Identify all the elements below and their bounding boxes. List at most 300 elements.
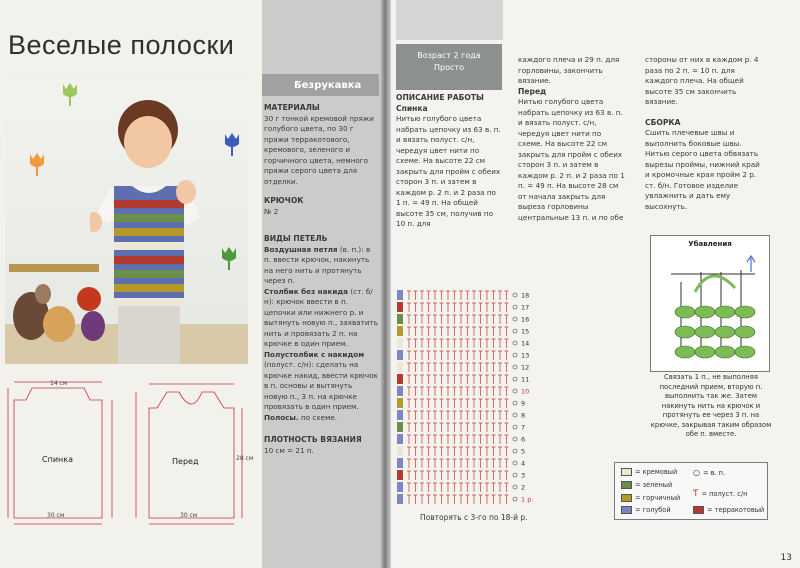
dim-label: 14 см: [50, 380, 68, 387]
stitch-symbol: [485, 423, 489, 432]
chain-stitch-symbol: [513, 305, 517, 309]
stitch-symbol: [440, 471, 444, 480]
stitch-text: (в. п.): в п. ввести крючок, накинуть на него нить и протянуть через п.: [264, 244, 371, 285]
front-text: Нитью голубого цвета набрать цепочку из 63 в. п. и вязать полуст. с/н, чередуя цвет нити по схеме. На высоте 22 см закрыть для пройм с обеих сторон 3 п. и затем в каждом р. 2 п. и 2 раза по 1 п. = 49 п. На высоте 28 см от начала закрыть для выреза горловины центральные 13 п. и по обе: [518, 97, 625, 222]
stitch-symbol: [446, 411, 450, 420]
stitch-symbol: [453, 471, 457, 480]
stitch-symbol: [440, 495, 444, 504]
half-double-symbol-icon: Ƭ: [693, 489, 699, 499]
legend-item: [693, 468, 725, 477]
stitch-symbol: [472, 315, 476, 324]
swatch-blue: [621, 506, 632, 514]
stitch-symbol: [472, 471, 476, 480]
stitch-symbol: [440, 459, 444, 468]
stitch-symbol: [498, 459, 502, 468]
stitch-symbol: [427, 291, 431, 300]
stitch-symbol: [446, 387, 450, 396]
swatch-mustard: [621, 494, 632, 502]
stitch-symbol: [479, 411, 483, 420]
stitch-symbol: [472, 483, 476, 492]
stitch-symbol: [446, 327, 450, 336]
stitch-symbol: [459, 327, 463, 336]
chain-stitch-symbol: [513, 353, 517, 357]
row-color-marker: [397, 434, 403, 444]
row-color-marker: [397, 350, 403, 360]
stitch-symbol: [420, 303, 424, 312]
stitch-symbol: [414, 495, 418, 504]
stitch-symbol: [498, 423, 502, 432]
stitch-symbol: [440, 363, 444, 372]
stitch-symbol: [466, 303, 470, 312]
stitch-name: Полосы.: [264, 412, 299, 422]
work-heading: ОПИСАНИЕ РАБОТЫ: [396, 93, 484, 102]
density-text: 10 см = 21 п.: [264, 445, 314, 455]
stitch-symbol: [492, 447, 496, 456]
legend-item: [621, 506, 671, 514]
stitch-symbol: [459, 339, 463, 348]
chain-stitch-symbol: [513, 461, 517, 465]
stitch-symbol: [498, 339, 502, 348]
stitch-symbol: [505, 447, 509, 456]
stitch-symbol: [433, 363, 437, 372]
row-number-label: 6: [521, 435, 526, 444]
stitch-symbol: [453, 447, 457, 456]
row-color-marker: [397, 290, 403, 300]
stitch-symbol: [505, 303, 509, 312]
stitch-symbol: [446, 291, 450, 300]
stitch-symbol: [498, 495, 502, 504]
chain-stitch-symbol: [513, 425, 517, 429]
stitch-symbol: [446, 375, 450, 384]
chain-stitch-symbol: [513, 389, 517, 393]
stitch-symbol: [472, 459, 476, 468]
chain-stitch-symbol: [513, 413, 517, 417]
age-box: [396, 44, 502, 90]
stitch-symbol: [427, 435, 431, 444]
stitch-symbol: [466, 291, 470, 300]
stitch-symbol: [446, 483, 450, 492]
stitch-symbol: [498, 471, 502, 480]
legend-item: [621, 494, 680, 502]
stitch-symbol: [440, 303, 444, 312]
stitch-symbol: [459, 315, 463, 324]
stitch-symbol: [433, 423, 437, 432]
stitch-symbol: [427, 327, 431, 336]
stitch-symbol: [420, 327, 424, 336]
stripe-chart-svg: [396, 287, 546, 509]
stitch-symbol: [466, 363, 470, 372]
stitch-symbol: [472, 351, 476, 360]
stitch-symbol: [479, 339, 483, 348]
stitch-symbol: [446, 339, 450, 348]
stitch-symbol: [466, 327, 470, 336]
stitch-symbol: [453, 459, 457, 468]
hook-block: [264, 196, 378, 217]
stitch-symbol: [414, 327, 418, 336]
row-number-label: 1 р.: [521, 495, 534, 504]
chain-stitch-symbol: [513, 449, 517, 453]
legend-item: [621, 468, 677, 476]
stitch-symbol: [505, 351, 509, 360]
stitch-symbol: [505, 375, 509, 384]
stitch-symbol: [420, 375, 424, 384]
density-heading: ПЛОТНОСТЬ ВЯЗАНИЯ: [264, 435, 362, 444]
swatch-terracotta: [693, 506, 704, 514]
stitch-symbol: [420, 291, 424, 300]
diagram-description: Связать 1 п., не выполняя последний прием, вторую п. выполнить так же. Затем накинуть нить на крючок и протянуть ее через 3 п. на крючке, закрывая таким образом обе п. вместе.: [650, 373, 772, 438]
stitch-symbol: [498, 387, 502, 396]
stitch-symbol: [420, 435, 424, 444]
stitch-symbol: [427, 375, 431, 384]
stitch-symbol: [492, 375, 496, 384]
stitch-symbol: [459, 459, 463, 468]
row-color-marker: [397, 338, 403, 348]
stitch-symbol: [466, 459, 470, 468]
stitch-symbol: [505, 291, 509, 300]
tulip-icon: [61, 82, 79, 108]
stitch-symbol: [427, 447, 431, 456]
stitch-symbol: [446, 423, 450, 432]
stitch-symbol: [492, 459, 496, 468]
stitch-symbol: [420, 351, 424, 360]
stitch-symbol: [498, 435, 502, 444]
stitch-symbol: [485, 303, 489, 312]
stitch-symbol: [433, 411, 437, 420]
stitch-symbol: [440, 435, 444, 444]
stitch-symbol: [453, 315, 457, 324]
header-band: [396, 0, 503, 40]
stitch-symbol: [414, 363, 418, 372]
stitch-symbol: [427, 423, 431, 432]
materials-heading: МАТЕРИАЛЫ: [264, 103, 320, 112]
stitch-symbol: [446, 303, 450, 312]
stitch-symbol: [498, 327, 502, 336]
row-number-label: 17: [521, 303, 530, 312]
stitch-symbol: [459, 423, 463, 432]
stitch-symbol: [466, 423, 470, 432]
stitch-symbol: [407, 375, 411, 384]
assembly-text: Сшить плечевые швы и выполнить боковые швы. Нитью серого цвета обвязать вырезы проймы, нижний край и кромочные края пройм 2 р. ст. б/н. Готовое изделие увлажнить и дать ему высохнуть.: [645, 128, 760, 211]
row-color-marker: [397, 446, 403, 456]
stitch-symbol: [492, 303, 496, 312]
stitch-symbol: [485, 315, 489, 324]
stitch-symbol: [414, 411, 418, 420]
row-number-label: 12: [521, 363, 530, 372]
chain-stitch-symbol: [513, 497, 517, 501]
stitch-symbol: [466, 339, 470, 348]
stitch-symbol: [427, 399, 431, 408]
stitch-symbol: [433, 303, 437, 312]
stitch-symbol: [459, 411, 463, 420]
tulip-icon: [223, 132, 241, 158]
stitch-symbol: [446, 351, 450, 360]
row-color-marker: [397, 482, 403, 492]
chain-stitch-symbol: [513, 293, 517, 297]
density-block: [264, 435, 378, 456]
row-number-label: 5: [521, 447, 526, 456]
stitch-symbol: [492, 495, 496, 504]
stitch-symbol: [453, 411, 457, 420]
stitch-symbol: [433, 291, 437, 300]
stitch-symbol: [479, 363, 483, 372]
stitch-symbol: [453, 327, 457, 336]
stitch-symbol: [420, 495, 424, 504]
stitch-symbol: [414, 459, 418, 468]
stitch-symbol: [459, 351, 463, 360]
stitch-symbol: [485, 351, 489, 360]
stitch-symbol: [414, 291, 418, 300]
row-color-marker: [397, 362, 403, 372]
stitch-symbol: [420, 447, 424, 456]
stitch-symbol: [453, 387, 457, 396]
stitch-symbol: [485, 387, 489, 396]
stitch-symbol: [459, 291, 463, 300]
stitch-symbol: [485, 339, 489, 348]
stitch-symbol: [479, 459, 483, 468]
stitch-symbol: [505, 339, 509, 348]
stitch-symbol: [427, 339, 431, 348]
stitch-symbol: [492, 399, 496, 408]
stitch-symbol: [420, 411, 424, 420]
stitch-symbol: [459, 363, 463, 372]
stitch-symbol: [440, 411, 444, 420]
stitch-symbol: [505, 387, 509, 396]
stitch-symbol: [433, 483, 437, 492]
stitch-symbol: [459, 387, 463, 396]
row-number-label: 11: [521, 375, 530, 384]
stitch-symbol: [446, 435, 450, 444]
stitch-symbol: [427, 387, 431, 396]
row-color-marker: [397, 326, 403, 336]
stitch-text: (ст. б/н): крючок ввести в п. цепочки или нижнего р. и вытянуть новую п., захватить нить и провязать 2 п. на крючке в один прием.: [264, 286, 378, 348]
stitch-symbol: [492, 351, 496, 360]
chain-stitch-symbol: [513, 485, 517, 489]
stitch-symbol: [407, 303, 411, 312]
chain-stitch-symbol: [513, 437, 517, 441]
stitch-symbol: [498, 447, 502, 456]
stitches-heading: ВИДЫ ПЕТЕЛЬ: [264, 234, 328, 243]
color-legend: [614, 462, 768, 520]
stitch-symbol: [453, 339, 457, 348]
stitch-symbol: [453, 291, 457, 300]
row-color-marker: [397, 302, 403, 312]
legend-label: = голубой: [635, 506, 671, 514]
stitch-symbol: [485, 495, 489, 504]
stitch-symbol: [414, 351, 418, 360]
chain-stitch-symbol: [513, 401, 517, 405]
stitch-symbol: [485, 435, 489, 444]
row-number-label: 7: [521, 423, 526, 432]
stitch-symbol: [492, 327, 496, 336]
stitch-symbol: [472, 291, 476, 300]
chain-stitch-symbol: [513, 377, 517, 381]
tulip-icon: [28, 152, 46, 178]
stitch-symbol: [485, 459, 489, 468]
stitch-symbol: [479, 483, 483, 492]
stitch-symbol: [485, 483, 489, 492]
stitch-symbol: [427, 459, 431, 468]
stitch-symbol: [427, 351, 431, 360]
stitch-symbol: [427, 363, 431, 372]
stitch-symbol: [466, 315, 470, 324]
front-text-cont: стороны от них в каждом р. 4 раза по 2 п. = 10 п. для каждого плеча. На общей высоте 35 см закончить вязание.: [645, 55, 759, 106]
legend-label: = терракотовый: [707, 506, 765, 514]
stitch-symbol: [479, 471, 483, 480]
stitch-symbol: [466, 495, 470, 504]
stitch-symbol: [440, 327, 444, 336]
row-number-label: 2: [521, 483, 526, 492]
stitch-symbol: [427, 483, 431, 492]
stitch-symbol: [407, 447, 411, 456]
stitch-symbol: [433, 459, 437, 468]
stitch-loops: [651, 252, 769, 372]
stitch-symbol: [453, 375, 457, 384]
stitch-symbol: [466, 435, 470, 444]
stitch-symbol: [420, 315, 424, 324]
stitch-symbol: [479, 375, 483, 384]
legend-item: [693, 506, 764, 514]
work-col2: [518, 55, 628, 223]
stitch-symbol: [472, 375, 476, 384]
stitch-symbol: [479, 327, 483, 336]
row-number-label: 18: [521, 291, 530, 300]
stitch-symbol: [407, 363, 411, 372]
row-number-label: 9: [521, 399, 526, 408]
stitch-symbol: [414, 387, 418, 396]
stitch-symbol: [459, 447, 463, 456]
stitch-symbol: [427, 471, 431, 480]
stitch-symbol: [466, 483, 470, 492]
stitch-symbol: [453, 363, 457, 372]
chain-stitch-symbol: [513, 473, 517, 477]
stitch-symbol: [479, 435, 483, 444]
stitch-symbol: [453, 495, 457, 504]
stitch-symbol: [414, 483, 418, 492]
stitch-symbol: [492, 423, 496, 432]
stitch-symbol: [440, 339, 444, 348]
stitch-symbol: [479, 315, 483, 324]
stitch-symbol: [472, 387, 476, 396]
stitch-symbol: [446, 447, 450, 456]
striped-vest: [114, 186, 184, 306]
assembly-heading: СБОРКА: [645, 117, 681, 127]
row-color-marker: [397, 410, 403, 420]
stitch-symbol: [472, 435, 476, 444]
stitch-symbol: [498, 315, 502, 324]
stitch-symbol: [485, 327, 489, 336]
back-text-cont: каждого плеча и 29 п. для горловины, закончить вязание.: [518, 55, 620, 85]
stitch-symbol: [459, 375, 463, 384]
stitch-symbol: [498, 303, 502, 312]
diagram-title: Убавления: [688, 240, 732, 248]
stitch-symbol: [433, 447, 437, 456]
stitch-symbol: [485, 399, 489, 408]
stitch-symbol: [492, 483, 496, 492]
stitch-symbol: [492, 411, 496, 420]
row-color-marker: [397, 398, 403, 408]
legend-label: = в. п.: [702, 468, 726, 477]
stitch-symbol: [440, 375, 444, 384]
stitch-symbol: [433, 435, 437, 444]
stitch-symbol: [433, 471, 437, 480]
stitch-symbol: [453, 435, 457, 444]
age-text: Возраст 2 года: [417, 51, 481, 60]
stitch-symbol: [472, 423, 476, 432]
legend-label: = горчичный: [635, 494, 681, 502]
stitch-symbol: [433, 339, 437, 348]
stitch-symbol: [414, 423, 418, 432]
stitch-symbol: [433, 387, 437, 396]
row-number-label: 3: [521, 471, 526, 480]
stitch-symbol: [414, 399, 418, 408]
work-col1: [396, 93, 502, 230]
stitch-symbol: [407, 399, 411, 408]
stitch-symbol: [446, 399, 450, 408]
stitch-name: Полустолбик с накидом: [264, 349, 365, 359]
legend-label: = полуст. с/н: [701, 490, 748, 498]
stitch-name: Воздушная петля: [264, 244, 338, 254]
front-label: Перед: [172, 457, 199, 466]
row-color-marker: [397, 422, 403, 432]
back-label: Спинка: [42, 455, 73, 464]
stitch-symbol: [492, 315, 496, 324]
stitch-symbol: [466, 447, 470, 456]
stitch-symbol: [440, 447, 444, 456]
stitch-symbol: [479, 387, 483, 396]
sweater-schematic: [4, 378, 254, 528]
stitch-symbol: [407, 483, 411, 492]
stitch-symbol: [414, 375, 418, 384]
chain-stitch-symbol: [513, 365, 517, 369]
stitch-symbol: [492, 339, 496, 348]
stitch-symbol: [407, 459, 411, 468]
stitch-symbol: [453, 483, 457, 492]
stitch-symbol: [420, 459, 424, 468]
stitch-symbol: [407, 387, 411, 396]
stitch-name: Столбик без накида: [264, 286, 349, 296]
stitch-symbol: [420, 423, 424, 432]
stitch-symbol: [485, 447, 489, 456]
stitch-symbol: [459, 399, 463, 408]
stitch-symbol: [505, 327, 509, 336]
stitch-symbol: [433, 315, 437, 324]
stitch-symbol: [414, 435, 418, 444]
stitch-symbol: [472, 303, 476, 312]
stitch-symbol: [433, 375, 437, 384]
chain-stitch-symbol: [513, 317, 517, 321]
stitch-symbol: [466, 351, 470, 360]
stitch-symbol: [492, 435, 496, 444]
stitch-symbol: [440, 315, 444, 324]
row-color-marker: [397, 374, 403, 384]
row-color-marker: [397, 470, 403, 480]
stitch-symbol: [498, 363, 502, 372]
stitch-symbol: [440, 423, 444, 432]
page-gutter: [379, 0, 391, 568]
stitch-symbol: [459, 495, 463, 504]
stitch-symbol: [420, 471, 424, 480]
stitch-symbol: [479, 303, 483, 312]
stitch-symbol: [459, 435, 463, 444]
stitch-symbol: [433, 351, 437, 360]
stitch-symbol: [407, 315, 411, 324]
stitch-symbol: [472, 339, 476, 348]
stitch-symbol: [479, 423, 483, 432]
stitch-symbol: [492, 471, 496, 480]
legend-item: [621, 481, 672, 489]
stitch-symbol: [505, 363, 509, 372]
stitch-symbol: [446, 471, 450, 480]
